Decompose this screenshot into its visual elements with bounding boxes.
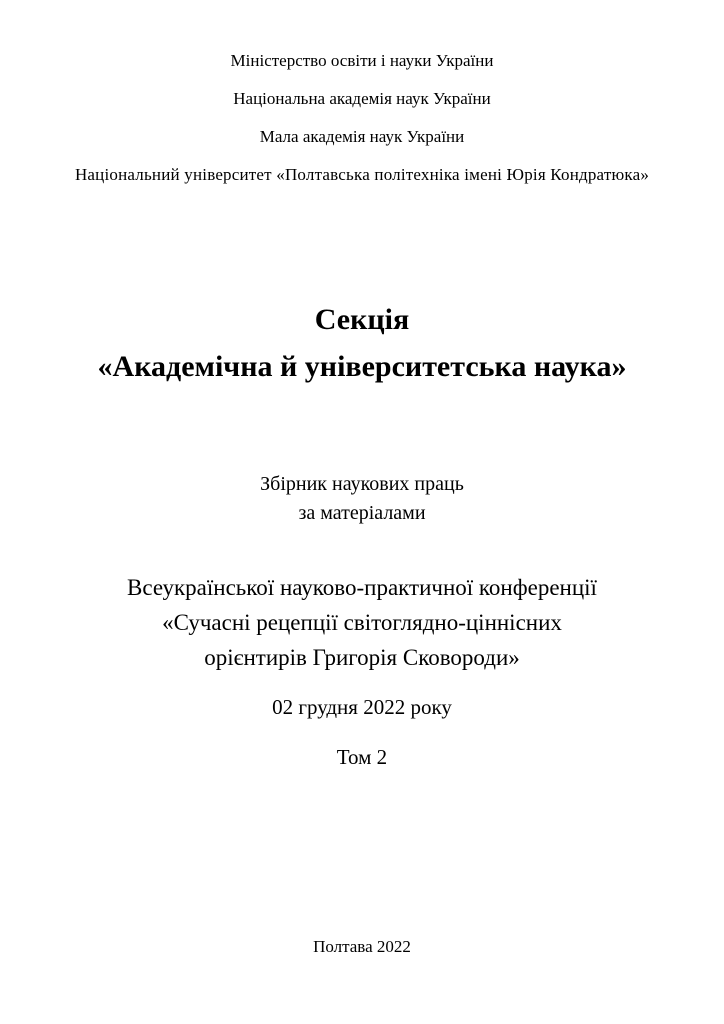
organization-line-ministry: Міністерство освіти і науки України xyxy=(230,51,494,70)
section-label: Секція xyxy=(314,303,410,336)
conference-date-text: 02 грудня 2022 року xyxy=(272,695,452,719)
conference-line-3: орієнтирів Григорія Сковороди» xyxy=(204,645,520,670)
conference-line-1: Всеукраїнської науково-практичної конференції xyxy=(127,575,597,600)
conference-line-2: «Сучасні рецепції світоглядно-ціннісних xyxy=(162,610,562,635)
organization-line-national-academy: Національна академія наук України xyxy=(233,89,491,108)
organization-line-minor-academy: Мала академія наук України xyxy=(259,127,465,146)
organizations-block xyxy=(0,52,724,204)
collection-line-1: Збірник наукових праць xyxy=(260,473,464,495)
volume-label xyxy=(0,747,724,768)
conference-name xyxy=(0,570,724,675)
section-name: «Академічна й університетська наука» xyxy=(97,350,627,383)
collection-subtitle xyxy=(0,470,724,528)
volume-text: Том 2 xyxy=(336,745,388,769)
imprint xyxy=(0,938,724,955)
conference-date xyxy=(0,697,724,718)
imprint-text: Полтава 2022 xyxy=(313,937,411,956)
organization-line-university: Національний університет «Полтавська політехніка імені Юрія Кондратюка» xyxy=(74,165,650,184)
collection-line-2: за матеріалами xyxy=(298,502,426,524)
section-title xyxy=(0,296,724,390)
